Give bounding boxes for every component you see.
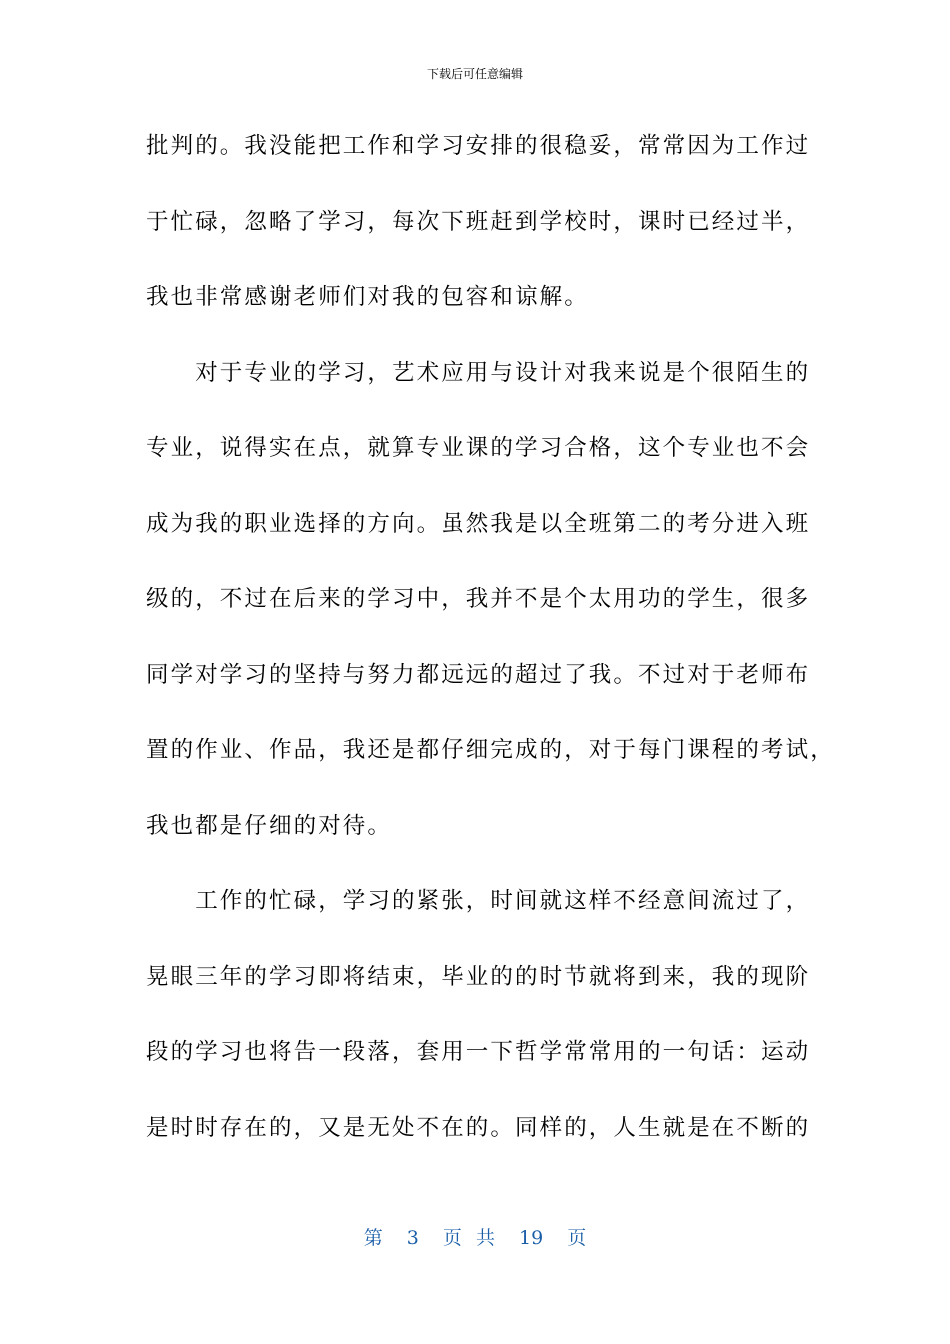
footer-prefix: 第 xyxy=(363,1227,383,1249)
body-line: 对于专业的学习，艺术应用与设计对我来说是个很陌生的 xyxy=(146,359,811,386)
page-header-note: 下载后可任意编辑 xyxy=(426,67,523,81)
page-footer xyxy=(0,1226,950,1250)
footer-suffix: 页 xyxy=(567,1227,587,1249)
body-line: 我也非常感谢老师们对我的包容和谅解。 xyxy=(146,284,589,310)
body-line: 批判的。我没能把工作和学习安排的很稳妥，常常因为工作过 xyxy=(146,133,811,159)
document-body xyxy=(146,128,835,1185)
body-line: 段的学习也将告一段落，套用一下哲学常常用的一句话：运动 xyxy=(146,1039,811,1065)
footer-middle: 页 共 xyxy=(442,1227,495,1249)
body-line: 成为我的职业选择的方向。虽然我是以全班第二的考分进入班 xyxy=(146,510,811,537)
body-line: 于忙碌，忽略了学习，每次下班赶到学校时，课时已经过半， xyxy=(146,208,811,235)
body-line: 工作的忙碌，学习的紧张，时间就这样不经意间流过了， xyxy=(146,888,811,914)
footer-current-page: 3 xyxy=(406,1227,419,1249)
footer-total-pages: 19 xyxy=(519,1227,544,1249)
body-line: 同学对学习的坚持与努力都远远的超过了我。不过对于老师布 xyxy=(146,661,811,688)
body-line: 专业，说得实在点，就算专业课的学习合格，这个专业也不会 xyxy=(146,435,811,461)
body-line: 置的作业、作品，我还是都仔细完成的，对于每门课程的考试， xyxy=(146,737,835,763)
body-line: 是时时存在的，又是无处不在的。同样的，人生就是在不断的 xyxy=(146,1114,811,1141)
body-line: 级的，不过在后来的学习中，我并不是个太用功的学生，很多 xyxy=(146,586,811,612)
body-line: 晃眼三年的学习即将结束，毕业的的时节就将到来，我的现阶 xyxy=(146,963,811,990)
body-line: 我也都是仔细的对待。 xyxy=(146,812,393,839)
